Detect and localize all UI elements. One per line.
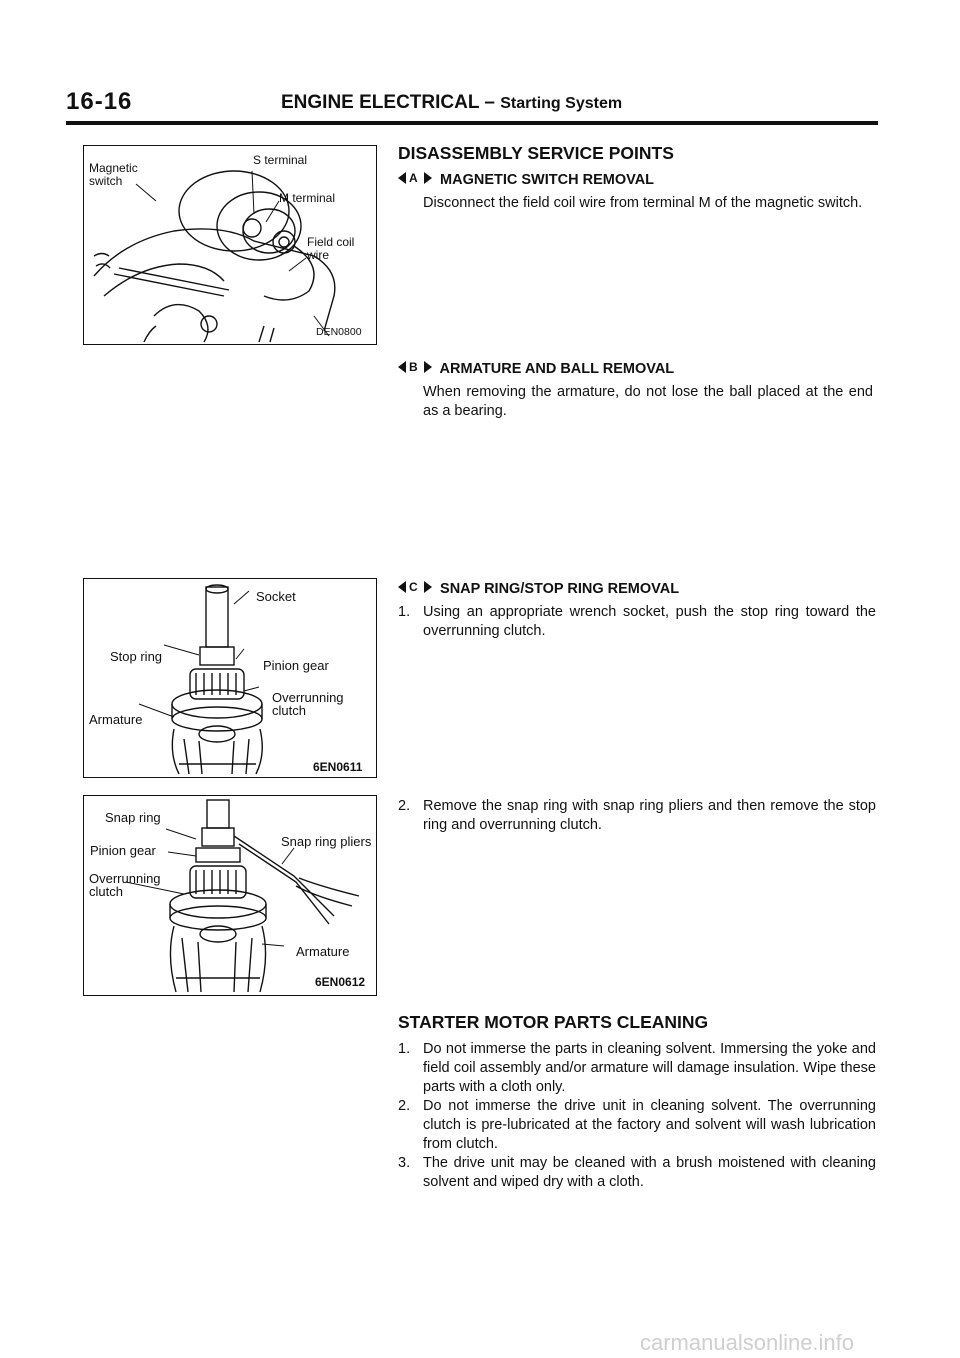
section-c-title: SNAP RING/STOP RING REMOVAL (440, 580, 680, 597)
section-a-title: MAGNETIC SWITCH REMOVAL (440, 171, 655, 188)
label-s-terminal: S terminal (253, 153, 308, 167)
list-item: 1. Do not immerse the parts in cleaning solvent. Immersing the yoke and field coil assembly and/or armature will damage insulation. Wipe these parts with a cloth only. (398, 1041, 876, 1095)
section-c-heading (398, 580, 679, 598)
label-armature: Armature (296, 944, 350, 959)
figure-code: 6EN0611 (313, 760, 363, 774)
disassembly-heading: DISASSEMBLY SERVICE POINTS (398, 143, 674, 163)
list-item: 3. The drive unit may be cleaned with a brush moistened with cleaning solvent and wiped dry with a cloth. (398, 1155, 876, 1190)
label-armature: Armature (89, 712, 143, 727)
figure-magnetic-switch (83, 145, 377, 345)
section-c-step-2 (398, 797, 876, 835)
page-number: 16-16 (66, 88, 133, 115)
header-rule (66, 121, 878, 125)
title-dash: – (484, 92, 495, 113)
label-socket: Socket (256, 589, 296, 604)
figure-stop-ring (83, 578, 377, 778)
label-magnetic-switch: Magnetic switch (89, 161, 138, 188)
label-pinion-gear: Pinion gear (263, 658, 329, 673)
page-title (281, 92, 622, 114)
list-item: 1. Using an appropriate wrench socket, push the stop ring toward the overrunning clutch. (398, 604, 876, 639)
label-stop-ring: Stop ring (110, 649, 163, 664)
list-item: 2. Remove the snap ring with snap ring pliers and then remove the stop ring and overrunning clutch. (398, 798, 876, 833)
marker-c-letter: C (409, 580, 418, 594)
section-b-title: ARMATURE AND BALL REMOVAL (439, 360, 675, 377)
figure-code: DEN0800 (316, 326, 362, 338)
label-overrunning-clutch: Overrunning clutch (89, 871, 161, 899)
stop-ring-illustration (84, 579, 376, 777)
section-a-text: Disconnect the field coil wire from terminal M of the magnetic switch. (423, 195, 863, 211)
figure-code: 6EN0612 (315, 975, 366, 989)
marker-b-letter: B (409, 360, 418, 374)
marker-a-letter: A (409, 171, 418, 185)
section-a-heading (398, 171, 654, 189)
label-field-coil-wire: Field coil wire (307, 235, 355, 262)
label-pinion-gear: Pinion gear (90, 843, 156, 858)
cleaning-list (398, 1040, 876, 1192)
label-snap-ring-pliers: Snap ring pliers (281, 834, 372, 849)
cleaning-heading: STARTER MOTOR PARTS CLEANING (398, 1012, 709, 1032)
watermark: carmanualsonline.info (640, 1330, 855, 1355)
label-m-terminal: M terminal (279, 191, 336, 205)
figure-snap-ring (83, 795, 377, 996)
section-title: ENGINE ELECTRICAL (281, 92, 480, 113)
section-c-step-1 (398, 603, 876, 641)
list-item: 2. Do not immerse the drive unit in cleaning solvent. The overrunning clutch is pre-lubricated at the factory and solvent will wash lubrication from clutch. (398, 1098, 876, 1152)
subsection-title: Starting System (500, 95, 623, 112)
section-b-heading (398, 360, 674, 378)
section-b-text: When removing the armature, do not lose the ball placed at the end as a bearing. (423, 384, 873, 419)
label-overrunning-clutch: Overrunning clutch (272, 690, 344, 718)
label-snap-ring: Snap ring (105, 810, 161, 825)
